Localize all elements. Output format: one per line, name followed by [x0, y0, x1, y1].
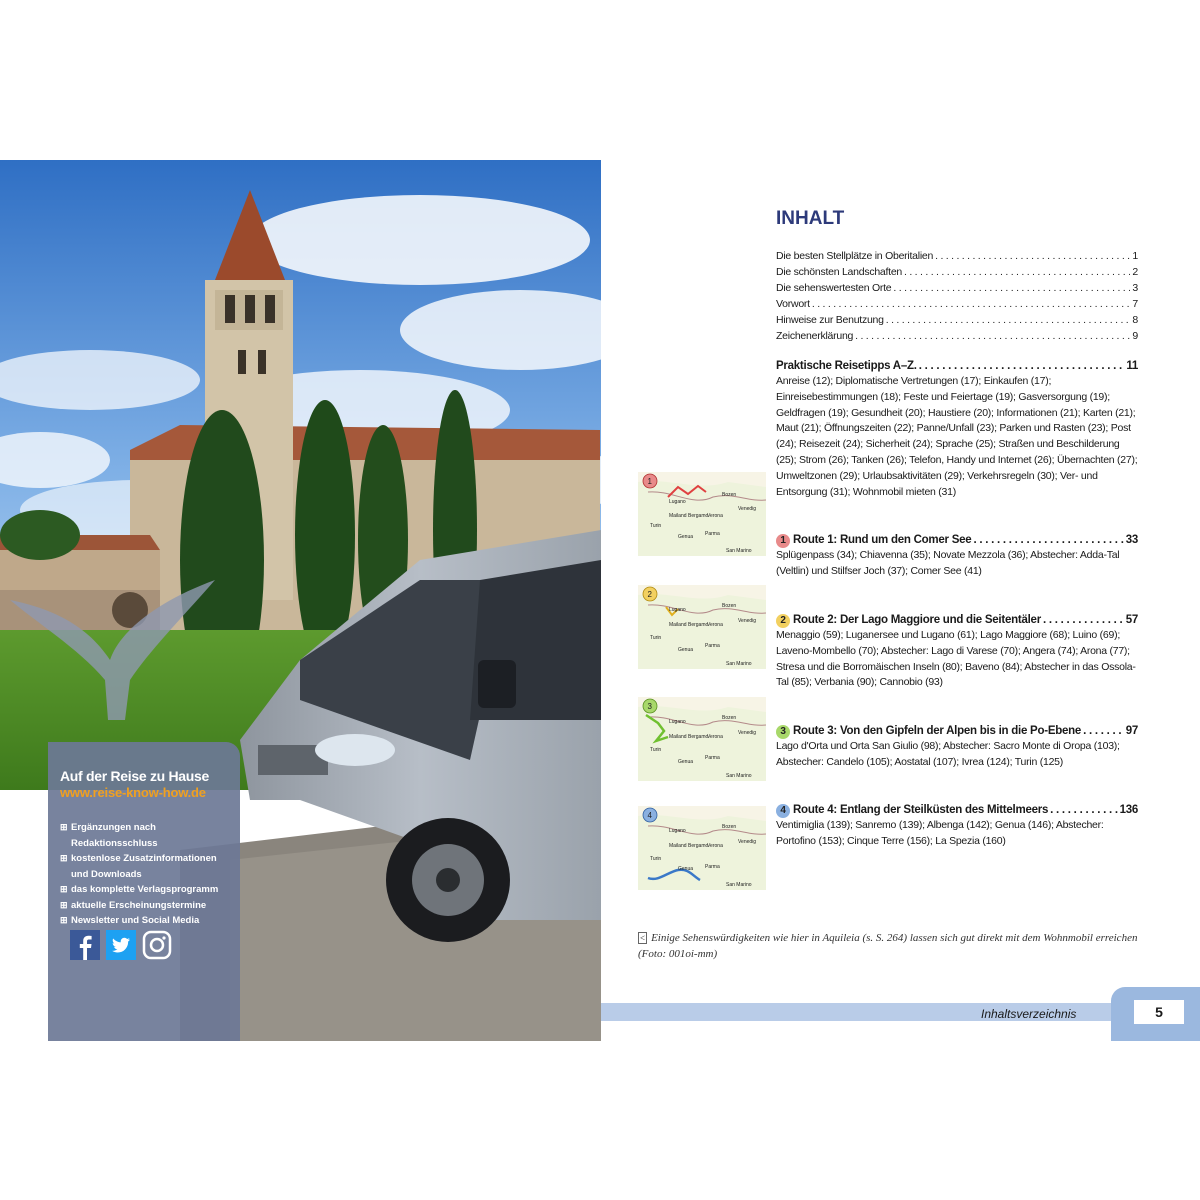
section-reisetipps: [776, 358, 1138, 500]
facebook-icon[interactable]: [70, 930, 100, 960]
section-title[interactable]: Praktische Reisetipps A–Z. . . . 11: [776, 358, 1138, 374]
svg-text:Turin: Turin: [650, 856, 662, 862]
list-item: ⊞ kostenlose Zusatzinformationen: [60, 851, 236, 867]
website-link[interactable]: www.reise-know-how.de: [60, 785, 206, 800]
page-title: INHALT: [776, 208, 845, 229]
svg-text:Verona: Verona: [707, 622, 723, 628]
route-4-map: [638, 806, 766, 890]
photo-caption: < Einige Sehenswürdigkeiten wie hier in Aquileia (s. S. 264) lassen sich gut direkt mit dem Wohnmobil erreichen (Foto: 001oi-mm): [638, 932, 1138, 960]
plus-icon: [60, 898, 71, 914]
svg-text:Parma: Parma: [705, 531, 720, 537]
toc-entry[interactable]: Die besten Stellplätze in Oberitalien . . . 1: [776, 248, 1138, 264]
svg-text:Mailand: Mailand: [669, 513, 687, 519]
svg-text:Bergamo: Bergamo: [688, 513, 709, 519]
svg-text:Bozen: Bozen: [722, 715, 737, 721]
svg-text:Venedig: Venedig: [738, 730, 757, 736]
svg-text:Genua: Genua: [678, 759, 694, 765]
svg-text:Verona: Verona: [707, 843, 723, 849]
info-box: [48, 742, 240, 1041]
svg-text:Bozen: Bozen: [722, 603, 737, 609]
svg-text:Verona: Verona: [707, 734, 723, 740]
toc-entry[interactable]: Vorwort . . . 7: [776, 296, 1138, 312]
svg-text:1: 1: [647, 477, 652, 486]
svg-text:Lugano: Lugano: [669, 719, 686, 725]
svg-text:San Marino: San Marino: [726, 661, 752, 667]
list-item: ⊞ das komplette Verlagsprogramm: [60, 882, 236, 898]
svg-text:Venedig: Venedig: [738, 618, 757, 624]
svg-text:Turin: Turin: [650, 523, 662, 529]
svg-text:Mailand: Mailand: [669, 734, 687, 740]
svg-text:Bozen: Bozen: [722, 492, 737, 498]
info-box-title: Auf der Reise zu Hause: [60, 768, 209, 784]
section-title[interactable]: 2 Route 2: Der Lago Maggiore und die Seitentäler . . . 57: [776, 612, 1138, 628]
twitter-icon[interactable]: [106, 930, 136, 960]
social-icons: [70, 930, 172, 960]
svg-text:San Marino: San Marino: [726, 882, 752, 888]
footer-section-label: Inhaltsverzeichnis: [981, 1007, 1077, 1021]
svg-text:Turin: Turin: [650, 747, 662, 753]
route-number-badge: 1: [776, 534, 790, 548]
section-body: Lago d'Orta und Orta San Giulio (98); Abstecher: Sacro Monte di Oropa (103); Abstecher: Candelo (105); Aostatal (107); Ivrea (124); Turin (125): [776, 740, 1120, 768]
caption-arrow-icon: <: [640, 933, 646, 943]
svg-text:Turin: Turin: [650, 635, 662, 641]
info-list: [60, 820, 236, 929]
svg-text:Parma: Parma: [705, 755, 720, 761]
section-body: Ventimiglia (139); Sanremo (139); Albenga (142); Genua (146); Abstecher: Portofino (153); Cinque Terre (156); La Spezia (160): [776, 819, 1104, 847]
list-item: ⊞ Newsletter und Social Media: [60, 913, 236, 929]
svg-text:2: 2: [647, 590, 652, 599]
list-item: ⊞ Ergänzungen nach Redaktionsschluss: [60, 820, 236, 851]
svg-text:Parma: Parma: [705, 864, 720, 870]
left-page: [0, 160, 601, 1041]
section-route-2: [776, 612, 1138, 691]
svg-text:San Marino: San Marino: [726, 773, 752, 779]
svg-text:Lugano: Lugano: [669, 607, 686, 613]
svg-text:Mailand: Mailand: [669, 622, 687, 628]
list-item: und Downloads: [71, 868, 142, 880]
svg-text:Venedig: Venedig: [738, 839, 757, 845]
section-title[interactable]: 1 Route 1: Rund um den Comer See . . . 33: [776, 532, 1138, 548]
route-number-badge: 3: [776, 725, 790, 739]
route-number-badge: 2: [776, 614, 790, 628]
svg-text:Bergamo: Bergamo: [688, 734, 709, 740]
section-body: Anreise (12); Diplomatische Vertretungen (17); Einkaufen (17); Einreisebestimmungen (18); Feste und Feiertage (19); Gasversorgung (19); Geldfragen (19); Gesundheit (20); Haustiere (20); Informationen (21); Karten (21); Maut (21); Öffnungszeiten (22); Panne/Unfall (23); Parken und Rasten (23); Post (24); Reisezeit (24); Sicherheit (24); Sprache (25); Straßen und Beschilderung (25); Strom (26); Tanken (26); Telefon, Handy und Internet (26); Übernachten (27); Umweltzonen (29); Urlaubsaktivitäten (29); Verkehrsregeln (30); Ver- und Entsorgung (31); Wohnmobil mieten (31): [776, 375, 1138, 498]
svg-text:Genua: Genua: [678, 866, 694, 872]
route-number-badge: 4: [776, 804, 790, 818]
instagram-icon[interactable]: [142, 930, 172, 960]
route-2-map: [638, 585, 766, 669]
toc-entry[interactable]: Zeichenerklärung . . . 9: [776, 328, 1138, 344]
right-page: [601, 160, 1200, 1041]
section-body: Menaggio (59); Luganersee und Lugano (61); Lago Maggiore (68); Luino (69); Laveno-Mombello (70); Abstecher: Lago di Varese (70); Angera (74); Arona (77); Stresa und die Borromäischen Inseln (80); Baveno (84); Abstecher in das Ossola-Tal (85); Verbania (90); Cannobio (93): [776, 629, 1136, 689]
plus-icon: [60, 882, 71, 898]
section-route-1: [776, 532, 1138, 580]
svg-text:Mailand: Mailand: [669, 843, 687, 849]
svg-text:San Marino: San Marino: [726, 548, 752, 554]
route-3-map: [638, 697, 766, 781]
section-body: Splügenpass (34); Chiavenna (35); Novate Mezzola (36); Abstecher: Adda-Tal (Veltlin) und Stilfser Joch (37); Comer See (41): [776, 549, 1120, 577]
svg-text:Genua: Genua: [678, 534, 694, 540]
page-number: 5: [1134, 1000, 1184, 1024]
svg-text:Lugano: Lugano: [669, 499, 686, 505]
svg-text:Bergamo: Bergamo: [688, 843, 709, 849]
svg-text:Lugano: Lugano: [669, 828, 686, 834]
front-matter-list: [776, 248, 1138, 344]
svg-text:Bergamo: Bergamo: [688, 622, 709, 628]
plus-icon: [60, 820, 71, 851]
section-title[interactable]: 3 Route 3: Von den Gipfeln der Alpen bis in die Po-Ebene . . . 97: [776, 723, 1138, 739]
section-route-4: [776, 802, 1138, 850]
svg-text:Parma: Parma: [705, 643, 720, 649]
svg-text:4: 4: [647, 811, 652, 820]
svg-text:3: 3: [647, 702, 652, 711]
list-item: ⊞ aktuelle Erscheinungstermine: [60, 898, 236, 914]
toc-entry[interactable]: Die sehenswertesten Orte . . . 3: [776, 280, 1138, 296]
route-1-map: [638, 472, 766, 556]
toc-entry[interactable]: Die schönsten Landschaften . . . 2: [776, 264, 1138, 280]
svg-text:Verona: Verona: [707, 513, 723, 519]
svg-text:Genua: Genua: [678, 647, 694, 653]
svg-text:Venedig: Venedig: [738, 506, 757, 512]
section-route-3: [776, 723, 1138, 771]
section-title[interactable]: 4 Route 4: Entlang der Steilküsten des Mittelmeers . . . 136: [776, 802, 1138, 818]
plus-icon: [60, 851, 71, 867]
toc-entry[interactable]: Hinweise zur Benutzung . . . 8: [776, 312, 1138, 328]
plus-icon: [60, 913, 71, 929]
svg-text:Bozen: Bozen: [722, 824, 737, 830]
